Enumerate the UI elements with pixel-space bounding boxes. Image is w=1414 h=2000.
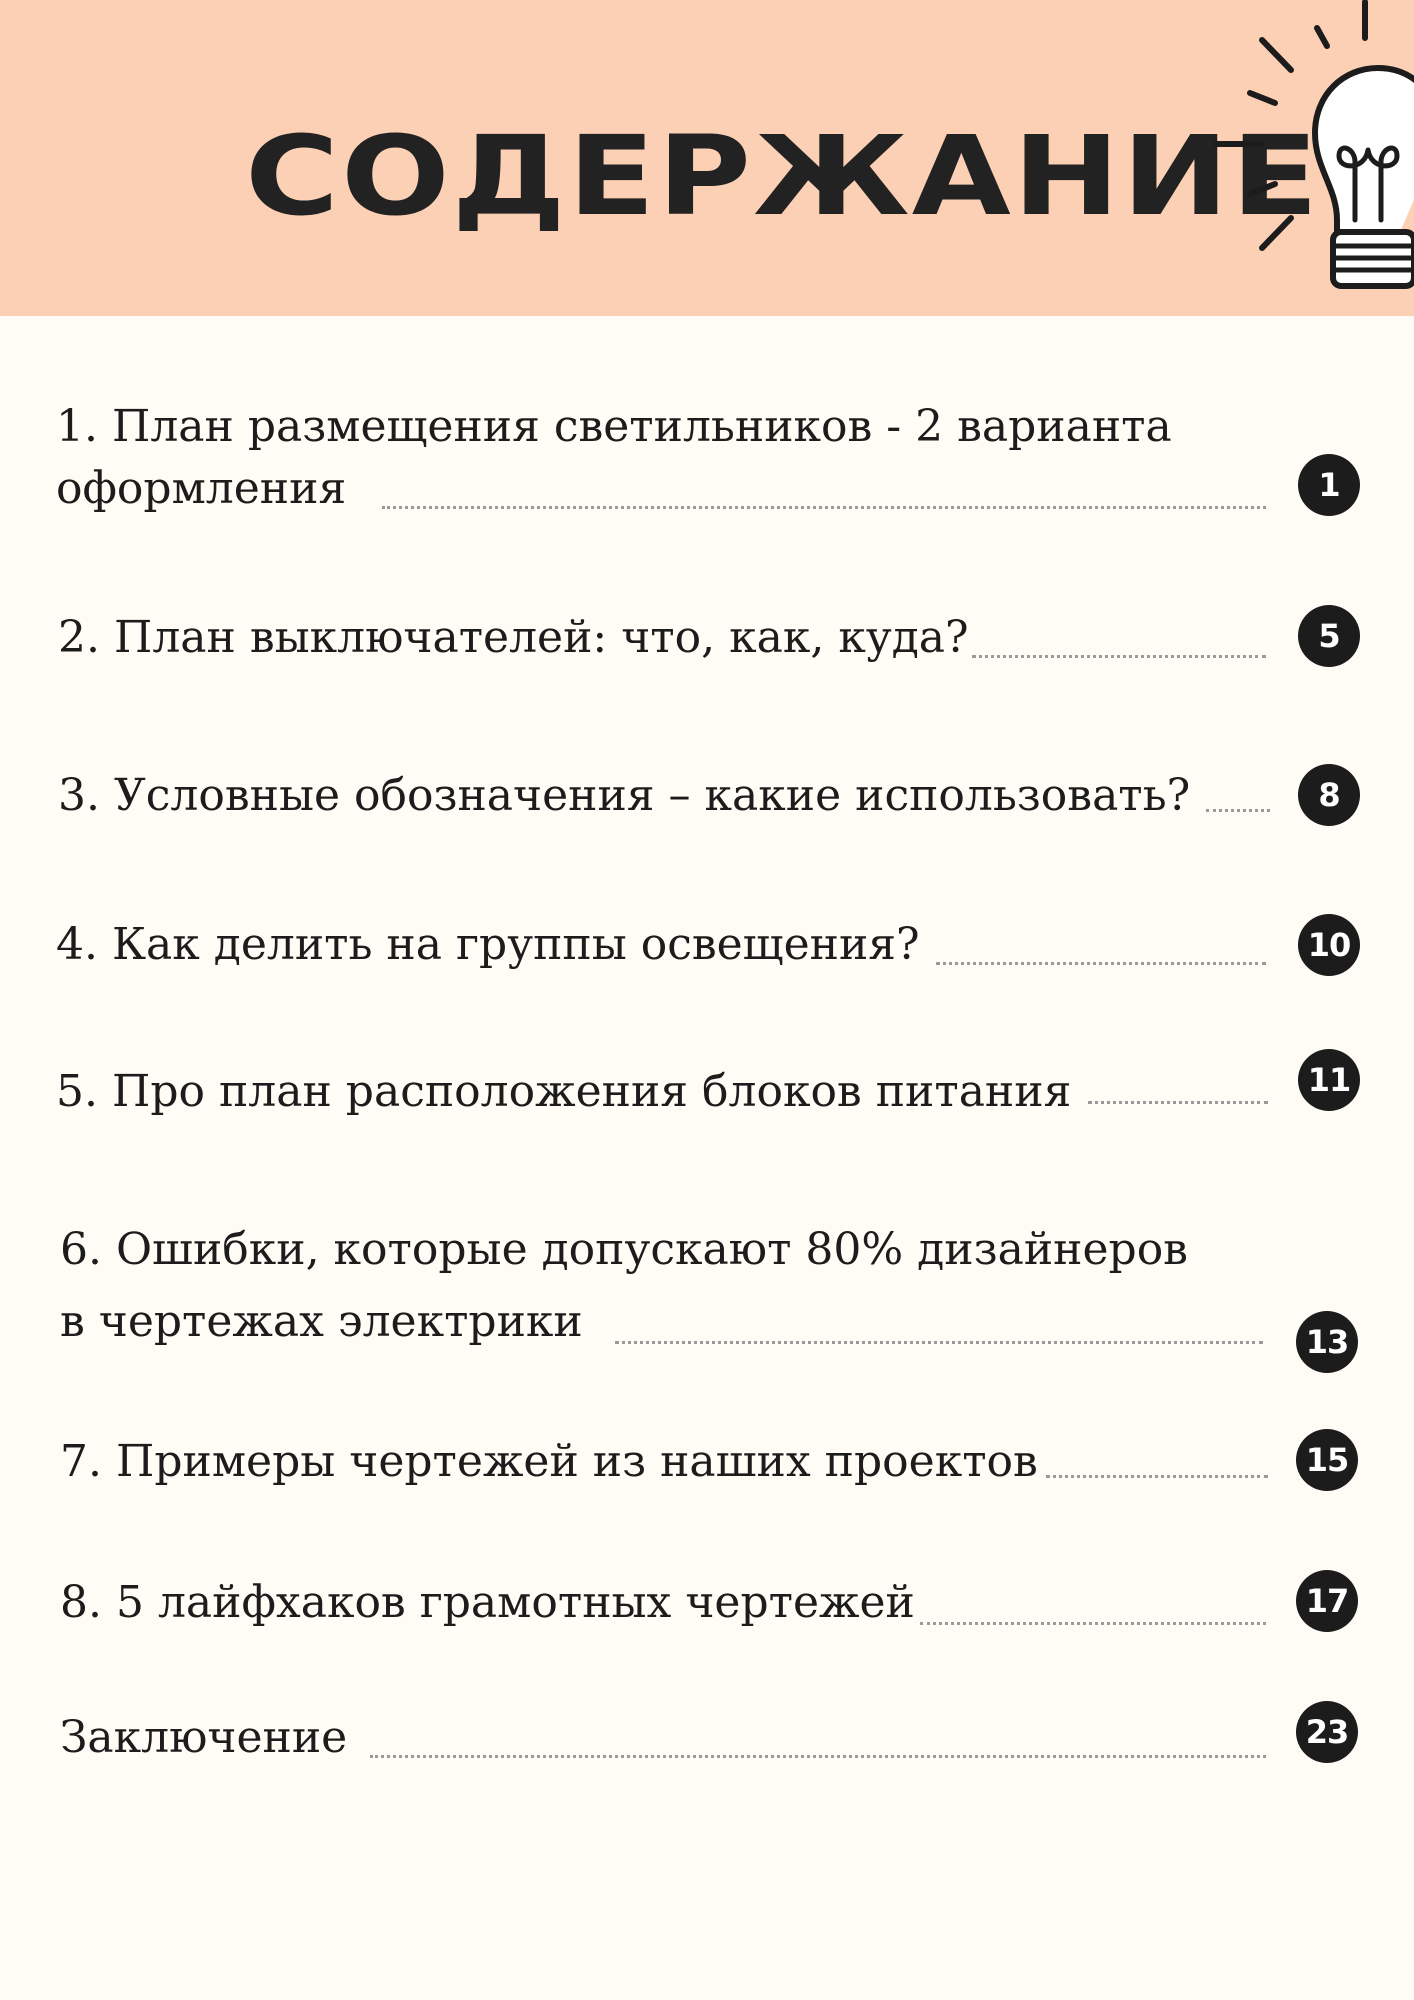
toc-entry-title: 5. Про план расположения блоков питания <box>56 1066 1072 1117</box>
dotted-leader <box>1088 1101 1268 1104</box>
page-number-badge: 5 <box>1298 605 1360 667</box>
dotted-leader <box>382 506 1266 509</box>
dotted-leader <box>1206 809 1270 812</box>
page-number-badge: 11 <box>1298 1049 1360 1111</box>
dotted-leader <box>370 1755 1266 1758</box>
toc-entry-title: Заключение <box>60 1712 348 1763</box>
page-number-badge: 8 <box>1298 764 1360 826</box>
toc-entry-title: 6. Ошибки, которые допускают 80% дизайнеров <box>60 1224 1188 1275</box>
page-number-badge: 23 <box>1296 1701 1358 1763</box>
dotted-leader <box>1046 1475 1268 1478</box>
page-number-badge: 15 <box>1296 1429 1358 1491</box>
lightbulb-icon <box>1205 0 1414 300</box>
dotted-leader <box>936 962 1266 965</box>
dotted-leader <box>615 1341 1263 1344</box>
toc-entry-title: 7. Примеры чертежей из наших проектов <box>60 1436 1038 1487</box>
toc-entry-title: 8. 5 лайфхаков грамотных чертежей <box>60 1577 915 1628</box>
toc-entry-title: 4. Как делить на группы освещения? <box>56 919 920 970</box>
page-title: СОДЕРЖАНИЕ <box>245 112 1321 241</box>
toc-entry-title: 2. План выключателей: что, как, куда? <box>58 612 969 663</box>
page-number-badge: 1 <box>1298 454 1360 516</box>
page-number-badge: 17 <box>1296 1570 1358 1632</box>
toc-entry-title: 3. Условные обозначения – какие использовать? <box>58 770 1191 821</box>
dotted-leader <box>972 655 1266 658</box>
header-banner <box>0 0 1414 316</box>
toc-entry-title-continued: оформления <box>56 463 347 514</box>
page-number-badge: 10 <box>1298 914 1360 976</box>
page-number-badge: 13 <box>1296 1311 1358 1373</box>
toc-entry-title-continued: в чертежах электрики <box>60 1296 583 1347</box>
toc-entry-title: 1. План размещения светильников - 2 варианта <box>56 401 1172 452</box>
dotted-leader <box>920 1622 1266 1625</box>
